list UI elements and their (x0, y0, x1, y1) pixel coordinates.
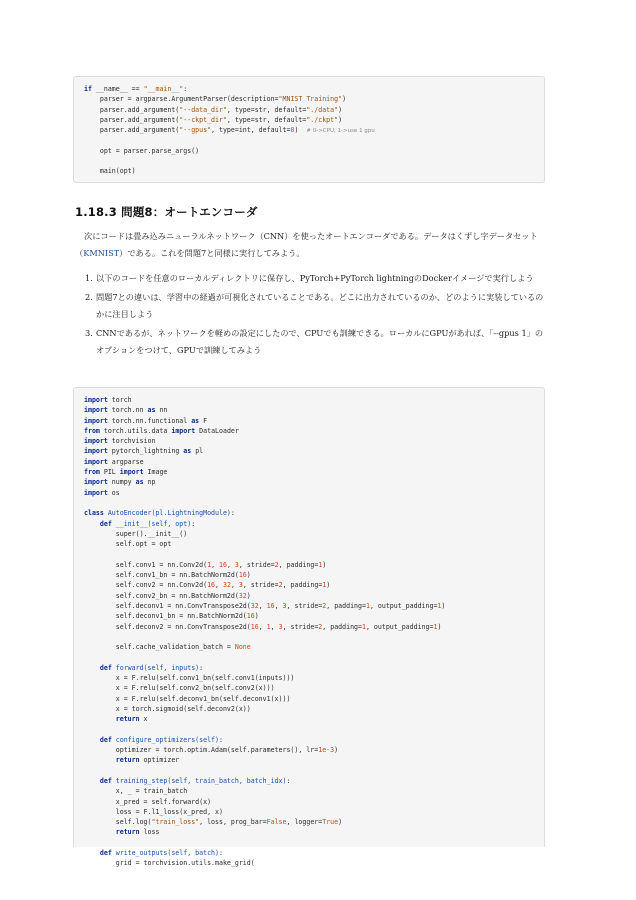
code-token: 16 (207, 581, 216, 590)
code-token: as (191, 416, 204, 425)
code-token: , (226, 560, 235, 569)
code-token: ) (338, 115, 343, 124)
code-line (84, 94, 534, 104)
code-token: torch.nn (111, 406, 148, 415)
code-line (84, 611, 534, 621)
code-line (84, 549, 534, 559)
code-token: from (84, 468, 104, 477)
code-line (84, 467, 534, 477)
code-token: : (286, 776, 291, 785)
code-token: , (215, 581, 223, 590)
code-token: pytorch_lightning (111, 447, 184, 456)
code-token: , type=str, default= (226, 105, 307, 114)
code-token: , padding= (322, 622, 362, 631)
code-token: import (84, 457, 112, 466)
code-token: forward(self, inputs) (115, 663, 200, 672)
code-token: , stride= (286, 601, 323, 610)
code-token: 1 (207, 560, 212, 569)
code-token: optimizer (143, 756, 180, 765)
code-token: self.conv1_bn = nn.BatchNorm2d( (84, 571, 239, 580)
code-token: 16 (246, 612, 255, 621)
code-token: : (183, 85, 188, 93)
code-token: "--ckpt_dir" (179, 115, 227, 124)
code-line (84, 395, 534, 405)
code-token: : (218, 735, 223, 744)
code-line (84, 570, 534, 580)
code-token: "./ckpt" (306, 115, 339, 124)
code-token: configure_optimizers(self) (115, 735, 219, 744)
code-token: nn (159, 406, 168, 415)
code-token: ) (254, 612, 259, 621)
section-heading: 1.18.3 問題8：オートエンコーダ (75, 205, 258, 219)
code-token: __name__ == (95, 85, 144, 93)
code-token: ) (294, 126, 307, 135)
code-block-main (73, 76, 545, 183)
code-line (84, 560, 534, 570)
code-token: super().__init__() (84, 529, 188, 538)
code-token: 2 (274, 560, 279, 569)
code-token: ) (326, 581, 331, 590)
code-token: import (84, 488, 112, 497)
step-number: 2. (85, 292, 93, 302)
code-token: os (111, 488, 120, 497)
list-item (85, 289, 546, 323)
code-token: return (84, 715, 144, 724)
code-token: , logger= (286, 818, 323, 827)
code-token: , (258, 622, 267, 631)
code-token: return (84, 756, 144, 765)
code-token: , type=int, default= (211, 126, 291, 135)
code-token: 3 (238, 581, 243, 590)
code-token: torch.nn.functional (111, 416, 192, 425)
code-token: , (211, 560, 220, 569)
list-item (85, 325, 546, 359)
code-token: 1 (437, 601, 442, 610)
code-token: self.conv2_bn = nn.BatchNorm2d( (84, 591, 239, 600)
code-token: , (258, 601, 267, 610)
code-line (84, 776, 534, 786)
list-item (85, 270, 546, 287)
code-token: PIL (103, 468, 120, 477)
code-token: "./data" (306, 105, 339, 114)
code-token: "__main__" (143, 85, 184, 93)
code-line (84, 858, 534, 868)
code-token: 16 (238, 571, 247, 580)
code-line (84, 632, 534, 642)
code-line (84, 146, 534, 156)
code-token: ) (246, 571, 251, 580)
code-token: def (84, 663, 116, 672)
code-line (84, 580, 534, 590)
code-token: grid = torchvision.utils.make_grid( (84, 859, 255, 868)
code-token: torch (111, 396, 132, 404)
code-line (84, 725, 534, 735)
step-number: 1. (85, 273, 93, 283)
step-number: 3. (85, 328, 93, 338)
code-line (84, 135, 534, 145)
code-line (84, 115, 534, 125)
code-token: , padding= (282, 581, 323, 590)
code-token: 1e-3 (318, 746, 335, 755)
code-token: if (84, 85, 96, 93)
code-line (84, 838, 534, 848)
step-text: CNNであるが、ネットワークを軽めの設定にしたので、CPUでも訓練できる。ローカルにGPUがあれば、「--gpus 1」のオプションをつけて、GPUで訓練してみよう (96, 328, 544, 355)
code-token: def (84, 735, 116, 744)
code-line (84, 622, 534, 632)
code-token: import (84, 437, 112, 446)
code-token: , stride= (238, 560, 275, 569)
code-token: "--gpus" (179, 126, 212, 135)
code-line (84, 508, 534, 518)
code-token: "MNIST Training" (278, 95, 343, 104)
code-line (84, 405, 534, 415)
code-line (84, 755, 534, 765)
code-token: , stride= (242, 581, 279, 590)
code-token: write_outputs(self, batch) (115, 849, 219, 858)
code-token: parser.add_argument( (84, 115, 180, 124)
code-line (84, 642, 534, 652)
code-token: loss = F.l1_loss(x_pred, x) (84, 807, 223, 816)
code-line (84, 84, 534, 94)
code-token: , output_padding= (369, 601, 438, 610)
code-token: self.opt = opt (84, 540, 172, 549)
step-text: 問題7との違いは、学習中の経過が可視化されていることである。どこに出力されているのか、どのように実装しているのかに注目しよう (96, 292, 544, 319)
code-line (84, 817, 534, 827)
code-token: : (218, 849, 223, 858)
code-line (84, 426, 534, 436)
code-token: optimizer = torch.optim.Adam(self.parameters(), lr= (84, 746, 319, 755)
code-token: loss (143, 828, 160, 837)
code-token: , (230, 581, 239, 590)
code-token: training_step(self, train_batch, batch_idx) (115, 776, 287, 785)
code-token: numpy (111, 478, 136, 487)
code-line (84, 714, 534, 724)
code-token: np (147, 478, 156, 487)
code-token: as (135, 478, 148, 487)
code-line (84, 652, 534, 662)
kmnist-link[interactable]: KMNIST (83, 248, 120, 258)
code-line (84, 105, 534, 115)
code-token: 3 (278, 622, 283, 631)
code-token: , padding= (278, 560, 319, 569)
code-token: x = F.relu(self.deconv1_bn(self.deconv1(x))) (84, 694, 291, 703)
code-line (84, 827, 534, 837)
code-token: # 0->CPU, 1->use 1 gpu (306, 128, 375, 135)
code-token: , (270, 622, 279, 631)
code-token: , (274, 601, 283, 610)
code-line (84, 673, 534, 683)
code-token: import (84, 416, 112, 425)
code-token: ) (441, 601, 446, 610)
code-token: def (84, 776, 116, 785)
code-token: DataLoader (199, 426, 239, 435)
code-token: , type=str, default= (226, 115, 307, 124)
code-token: parser.add_argument( (84, 126, 180, 135)
step-text: 以下のコードを任意のローカルディレクトリに保存し、PyTorch+PyTorch lightningのDockerイメージで実行しよう (96, 273, 534, 283)
code-token: parser = argparse.ArgumentParser(description= (84, 95, 279, 104)
code-token: F (203, 416, 208, 425)
code-line (84, 539, 534, 549)
code-line (84, 683, 534, 693)
code-token: torch.utils.data (103, 426, 172, 435)
code-token: 16 (266, 601, 275, 610)
code-token: return (84, 828, 144, 837)
steps-list (85, 270, 546, 361)
code-token: import (84, 406, 112, 415)
code-token: __init__(self, opt) (115, 519, 192, 528)
code-token: , output_padding= (365, 622, 434, 631)
code-token: 16 (250, 622, 259, 631)
code-token: self.cache_validation_batch = (84, 643, 235, 652)
code-token: argparse (111, 457, 144, 466)
code-token: : (230, 509, 235, 518)
code-token: torchvision (111, 437, 156, 446)
code-token: def (84, 849, 116, 858)
code-token: 1 (318, 560, 323, 569)
code-line (84, 797, 534, 807)
code-token: "--data_dir" (179, 105, 227, 114)
code-token: self.conv2 = nn.Conv2d( (84, 581, 208, 590)
code-token: import (171, 426, 200, 435)
intro-paragraph (75, 228, 545, 262)
code-token: pl (195, 447, 204, 456)
code-line (84, 807, 534, 817)
code-token: ) (322, 560, 327, 569)
code-token: ) (338, 818, 343, 827)
code-token: self.deconv2 = nn.ConvTranspose2d( (84, 622, 251, 631)
code-token: 3 (234, 560, 239, 569)
code-token: 16 (219, 560, 227, 569)
code-token: AutoEncoder(pl.LightningModule) (107, 509, 231, 518)
code-line (84, 745, 534, 755)
code-token: ) (246, 591, 251, 600)
code-token: class (84, 509, 108, 518)
code-token: 1 (322, 581, 327, 590)
code-line (84, 704, 534, 714)
code-token: "train_loss" (151, 818, 200, 827)
code-token: 32 (238, 591, 247, 600)
code-token: 32 (250, 601, 259, 610)
code-token: None (234, 643, 251, 652)
code-line (84, 416, 534, 426)
code-token: , stride= (282, 622, 319, 631)
code-token: x_pred = self.forward(x) (84, 797, 212, 806)
code-line (84, 436, 534, 446)
code-token: as (183, 447, 196, 456)
code-token: , loss, prog_bar= (199, 818, 267, 827)
code-token: x (143, 715, 148, 724)
code-token: True (322, 818, 339, 827)
code-token: : (191, 519, 196, 528)
code-token: self.deconv1 = nn.ConvTranspose2d( (84, 601, 251, 610)
code-line (84, 156, 534, 166)
code-line (84, 457, 534, 467)
code-token: Image (147, 468, 168, 477)
code-token: as (147, 406, 160, 415)
code-token: 1 (361, 622, 366, 631)
code-token: 0 (290, 126, 295, 135)
code-line (84, 766, 534, 776)
code-line (84, 601, 534, 611)
code-token: import (119, 468, 148, 477)
code-token: x = F.relu(self.conv1_bn(self.conv1(inputs))) (84, 674, 295, 683)
code-line (84, 498, 534, 508)
code-line (84, 446, 534, 456)
code-line (84, 529, 534, 539)
code-token: def (84, 519, 116, 528)
code-token: 3 (282, 601, 287, 610)
code-line (84, 166, 534, 176)
code-token: 2 (278, 581, 283, 590)
code-line (84, 591, 534, 601)
code-token: ) (342, 95, 347, 104)
code-token: ) (338, 105, 343, 114)
code-token: 2 (322, 601, 327, 610)
code-token: main(opt) (84, 167, 136, 176)
code-line (84, 786, 534, 796)
code-token: False (266, 818, 287, 827)
code-token: 1 (433, 622, 438, 631)
code-line (84, 125, 534, 135)
intro-text-after: ）である。これを問題7と同様に実行してみよう。 (119, 248, 305, 258)
code-line (84, 477, 534, 487)
code-token: 1 (266, 622, 271, 631)
code-token: , padding= (326, 601, 366, 610)
code-token: x, _ = train_batch (84, 787, 188, 796)
code-token: 32 (222, 581, 231, 590)
intro-text-before: 次にコードは畳み込みニューラルネットワーク（CNN）を使ったオートエンコーダである。データはくずし字データセット（ (75, 231, 538, 258)
code-token: x = F.relu(self.conv2_bn(self.conv2(x))) (84, 684, 275, 693)
code-token: 2 (318, 622, 323, 631)
code-line (84, 848, 534, 858)
code-token: import (84, 396, 112, 404)
code-line (84, 519, 534, 529)
code-token: ) (437, 622, 442, 631)
code-token: self.log( (84, 818, 152, 827)
code-block-autoencoder (73, 387, 545, 868)
code-line (84, 694, 534, 704)
code-token: : (199, 663, 204, 672)
code-line (84, 488, 534, 498)
code-line (84, 735, 534, 745)
code-token: 1 (365, 601, 370, 610)
code-line (84, 663, 534, 673)
code-token: self.conv1 = nn.Conv2d( (84, 560, 208, 569)
code-token: opt = parser.parse_args() (84, 146, 200, 155)
code-token: import (84, 478, 112, 487)
code-token: parser.add_argument( (84, 105, 180, 114)
code-token: self.deconv1_bn = nn.BatchNorm2d( (84, 612, 247, 621)
code-token: import (84, 447, 112, 456)
code-token: x = torch.sigmoid(self.deconv2(x)) (84, 704, 251, 713)
code-token: ) (334, 746, 339, 755)
code-token: from (84, 426, 104, 435)
